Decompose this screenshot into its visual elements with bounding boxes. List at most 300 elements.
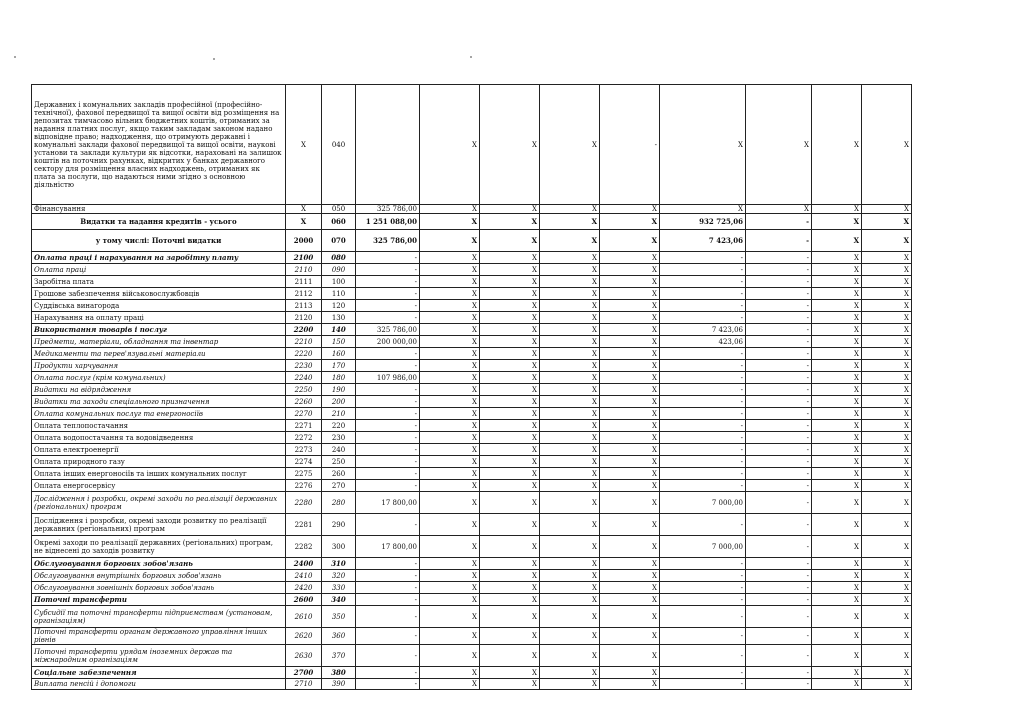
value-cell: -: [356, 468, 420, 480]
value-cell: X: [540, 514, 600, 536]
row-label: Нарахування на оплату праці: [32, 312, 286, 324]
value-cell: X: [862, 432, 912, 444]
value-cell: X: [862, 252, 912, 264]
value-cell: X: [812, 396, 862, 408]
value-cell: X: [812, 456, 862, 468]
value-cell: -: [660, 252, 746, 264]
value-cell: X: [862, 205, 912, 214]
value-cell: -: [660, 396, 746, 408]
value-cell: -: [356, 444, 420, 456]
value-cell: X: [862, 360, 912, 372]
row-code: 380: [322, 667, 356, 679]
value-cell: X: [480, 264, 540, 276]
value-cell: -: [356, 679, 420, 690]
value-cell: X: [600, 408, 660, 420]
value-cell: -: [356, 480, 420, 492]
value-cell: X: [812, 264, 862, 276]
value-cell: -: [660, 348, 746, 360]
value-cell: X: [480, 456, 540, 468]
kekv-code: 2271: [286, 420, 322, 432]
value-cell: X: [600, 336, 660, 348]
value-cell: -: [746, 582, 812, 594]
value-cell: -: [660, 558, 746, 570]
table-row: [32, 444, 912, 456]
row-code: 240: [322, 444, 356, 456]
value-cell: X: [812, 420, 862, 432]
value-cell: X: [812, 300, 862, 312]
value-cell: 200 000,00: [356, 336, 420, 348]
value-cell: X: [862, 492, 912, 514]
kekv-code: 2000: [286, 230, 322, 252]
row-code: 150: [322, 336, 356, 348]
value-cell: X: [862, 645, 912, 667]
value-cell: X: [480, 205, 540, 214]
value-cell: X: [420, 514, 480, 536]
table-row: [32, 360, 912, 372]
value-cell: X: [862, 420, 912, 432]
value-cell: X: [600, 312, 660, 324]
table-row: [32, 582, 912, 594]
value-cell: X: [812, 444, 862, 456]
kekv-code: 2281: [286, 514, 322, 536]
value-cell: X: [540, 606, 600, 628]
value-cell: X: [540, 594, 600, 606]
table-row: [32, 645, 912, 667]
value-cell: -: [746, 348, 812, 360]
value-cell: X: [812, 372, 862, 384]
row-code: 290: [322, 514, 356, 536]
table-row: [32, 276, 912, 288]
table-row: [32, 372, 912, 384]
value-cell: -: [746, 432, 812, 444]
row-code: 160: [322, 348, 356, 360]
row-label: Предмети, матеріали, обладнання та інвентар: [32, 336, 286, 348]
row-label: Використання товарів і послуг: [32, 324, 286, 336]
value-cell: X: [480, 645, 540, 667]
row-code: 060: [322, 214, 356, 230]
kekv-code: 2700: [286, 667, 322, 679]
value-cell: X: [420, 420, 480, 432]
row-label: Обслуговування зовнішніх боргових зобов'язань: [32, 582, 286, 594]
row-label: Соціальне забезпечення: [32, 667, 286, 679]
value-cell: X: [540, 396, 600, 408]
value-cell: X: [420, 264, 480, 276]
kekv-code: 2200: [286, 324, 322, 336]
row-label: Обслуговування внутрішніх боргових зобов'язань: [32, 570, 286, 582]
value-cell: X: [600, 492, 660, 514]
value-cell: X: [540, 372, 600, 384]
value-cell: X: [812, 667, 862, 679]
value-cell: -: [660, 594, 746, 606]
value-cell: -: [746, 420, 812, 432]
value-cell: -: [746, 384, 812, 396]
value-cell: X: [812, 360, 862, 372]
value-cell: X: [480, 606, 540, 628]
value-cell: X: [862, 408, 912, 420]
value-cell: X: [540, 288, 600, 300]
value-cell: -: [746, 336, 812, 348]
value-cell: 17 800,00: [356, 492, 420, 514]
value-cell: X: [862, 606, 912, 628]
value-cell: X: [480, 432, 540, 444]
value-cell: -: [746, 679, 812, 690]
row-label: Фінансування: [32, 205, 286, 214]
value-cell: 17 800,00: [356, 536, 420, 558]
value-cell: X: [420, 536, 480, 558]
value-cell: X: [420, 360, 480, 372]
value-cell: -: [660, 360, 746, 372]
budget-expenditure-sheet: [31, 84, 911, 709]
value-cell: X: [862, 480, 912, 492]
row-label: Оплата інших енергоносіїв та інших комунальних послуг: [32, 468, 286, 480]
value-cell: X: [480, 252, 540, 264]
row-label: Видатки та надання кредитів - усього: [32, 214, 286, 230]
value-cell: X: [862, 396, 912, 408]
value-cell: X: [812, 514, 862, 536]
value-cell: X: [540, 85, 600, 205]
value-cell: X: [540, 645, 600, 667]
value-cell: X: [480, 230, 540, 252]
value-cell: X: [862, 444, 912, 456]
table-row: [32, 679, 912, 690]
value-cell: X: [480, 348, 540, 360]
value-cell: X: [420, 348, 480, 360]
value-cell: -: [660, 384, 746, 396]
value-cell: X: [862, 288, 912, 300]
table-row: [32, 85, 912, 205]
value-cell: -: [356, 558, 420, 570]
row-code: 100: [322, 276, 356, 288]
kekv-code: 2260: [286, 396, 322, 408]
value-cell: -: [660, 645, 746, 667]
row-label: Обслуговування боргових зобов'язань: [32, 558, 286, 570]
table-row: [32, 536, 912, 558]
value-cell: -: [746, 408, 812, 420]
value-cell: X: [480, 214, 540, 230]
value-cell: -: [746, 570, 812, 582]
value-cell: -: [660, 408, 746, 420]
value-cell: X: [600, 205, 660, 214]
kekv-code: 2620: [286, 628, 322, 645]
value-cell: X: [600, 480, 660, 492]
value-cell: X: [812, 312, 862, 324]
value-cell: X: [540, 408, 600, 420]
value-cell: X: [540, 205, 600, 214]
value-cell: X: [480, 628, 540, 645]
kekv-code: 2420: [286, 582, 322, 594]
value-cell: X: [862, 348, 912, 360]
row-code: 270: [322, 480, 356, 492]
value-cell: -: [746, 214, 812, 230]
value-cell: X: [480, 536, 540, 558]
value-cell: [356, 85, 420, 205]
row-label: Оплата праці: [32, 264, 286, 276]
table-row: [32, 468, 912, 480]
value-cell: X: [420, 558, 480, 570]
value-cell: X: [540, 252, 600, 264]
value-cell: -: [356, 456, 420, 468]
value-cell: -: [356, 582, 420, 594]
value-cell: X: [480, 558, 540, 570]
kekv-code: 2220: [286, 348, 322, 360]
value-cell: X: [480, 396, 540, 408]
value-cell: -: [746, 468, 812, 480]
kekv-code: 2630: [286, 645, 322, 667]
value-cell: X: [812, 628, 862, 645]
value-cell: -: [356, 420, 420, 432]
value-cell: X: [812, 536, 862, 558]
value-cell: X: [862, 336, 912, 348]
value-cell: X: [812, 230, 862, 252]
value-cell: X: [540, 444, 600, 456]
table-row: [32, 492, 912, 514]
kekv-code: X: [286, 205, 322, 214]
expenditure-table: [31, 84, 912, 690]
value-cell: -: [356, 396, 420, 408]
table-row: [32, 570, 912, 582]
value-cell: X: [862, 230, 912, 252]
value-cell: X: [540, 570, 600, 582]
value-cell: -: [356, 264, 420, 276]
value-cell: -: [660, 667, 746, 679]
value-cell: X: [540, 300, 600, 312]
value-cell: X: [862, 324, 912, 336]
value-cell: X: [862, 582, 912, 594]
row-code: 080: [322, 252, 356, 264]
value-cell: X: [420, 300, 480, 312]
value-cell: X: [420, 372, 480, 384]
value-cell: -: [356, 667, 420, 679]
value-cell: X: [600, 606, 660, 628]
value-cell: X: [600, 324, 660, 336]
value-cell: X: [812, 432, 862, 444]
row-label: Заробітна плата: [32, 276, 286, 288]
value-cell: -: [660, 276, 746, 288]
value-cell: X: [746, 205, 812, 214]
value-cell: X: [420, 468, 480, 480]
value-cell: -: [746, 230, 812, 252]
value-cell: X: [862, 372, 912, 384]
kekv-code: 2230: [286, 360, 322, 372]
row-label: Грошове забезпечення військовослужбовців: [32, 288, 286, 300]
value-cell: -: [660, 570, 746, 582]
value-cell: X: [480, 300, 540, 312]
row-label: Окремі заходи по реалізації державних (регіональних) програм, не віднесені до заходів розвитку: [32, 536, 286, 558]
value-cell: -: [746, 628, 812, 645]
row-label: Державних і комунальних закладів професійної (професійно-технічної), фахової передвищої та вищої освіти від розміщення на депозитах тимчасово вільних бюджетних коштів, отриманих за надання платних послуг, якщо таким закладам законом надано відповідне право; надходження, що отримують державні і комунальні заклади фахової передвищої та вищої освіти, наукові установи та заклади культури як відсотки, нараховані на залишок коштів на поточних рахунках, відкритих у банках державного сектору для розміщення власних надходжень, отриманих як плата за послуги, що надаються ними згідно з основною діяльністю: [32, 85, 286, 205]
value-cell: -: [356, 432, 420, 444]
value-cell: X: [600, 514, 660, 536]
value-cell: -: [660, 606, 746, 628]
value-cell: -: [660, 300, 746, 312]
table-row: [32, 420, 912, 432]
value-cell: X: [600, 264, 660, 276]
value-cell: X: [862, 679, 912, 690]
value-cell: X: [420, 288, 480, 300]
value-cell: X: [600, 468, 660, 480]
value-cell: 932 725,06: [660, 214, 746, 230]
value-cell: X: [600, 628, 660, 645]
value-cell: -: [660, 432, 746, 444]
value-cell: X: [420, 85, 480, 205]
value-cell: X: [480, 336, 540, 348]
value-cell: -: [746, 300, 812, 312]
value-cell: X: [812, 324, 862, 336]
value-cell: X: [480, 420, 540, 432]
value-cell: X: [862, 514, 912, 536]
row-code: 330: [322, 582, 356, 594]
value-cell: X: [540, 628, 600, 645]
table-row: [32, 288, 912, 300]
value-cell: 107 986,00: [356, 372, 420, 384]
value-cell: X: [862, 628, 912, 645]
value-cell: -: [356, 348, 420, 360]
value-cell: X: [600, 558, 660, 570]
value-cell: X: [812, 384, 862, 396]
value-cell: -: [356, 288, 420, 300]
value-cell: X: [600, 679, 660, 690]
row-label: Дослідження і розробки, окремі заходи по реалізації державних (регіональних) програм: [32, 492, 286, 514]
value-cell: X: [420, 205, 480, 214]
value-cell: X: [540, 324, 600, 336]
value-cell: -: [356, 514, 420, 536]
value-cell: X: [600, 667, 660, 679]
value-cell: X: [540, 536, 600, 558]
value-cell: X: [480, 570, 540, 582]
value-cell: X: [600, 360, 660, 372]
table-row: [32, 252, 912, 264]
value-cell: -: [356, 312, 420, 324]
row-label: Оплата електроенергії: [32, 444, 286, 456]
row-code: 040: [322, 85, 356, 205]
value-cell: -: [356, 645, 420, 667]
value-cell: X: [540, 214, 600, 230]
kekv-code: 2273: [286, 444, 322, 456]
row-label: Субсидії та поточні трансферти підприємствам (установам, організаціям): [32, 606, 286, 628]
value-cell: X: [540, 456, 600, 468]
value-cell: -: [356, 594, 420, 606]
value-cell: -: [356, 360, 420, 372]
value-cell: X: [540, 420, 600, 432]
value-cell: X: [862, 214, 912, 230]
row-code: 370: [322, 645, 356, 667]
row-label: Оплата водопостачання та водовідведення: [32, 432, 286, 444]
row-label: Поточні трансферти органам державного управління інших рівнів: [32, 628, 286, 645]
value-cell: X: [540, 468, 600, 480]
kekv-code: 2112: [286, 288, 322, 300]
value-cell: -: [746, 667, 812, 679]
kekv-code: 2274: [286, 456, 322, 468]
row-code: 220: [322, 420, 356, 432]
value-cell: X: [862, 570, 912, 582]
row-code: 190: [322, 384, 356, 396]
value-cell: X: [812, 606, 862, 628]
table-row: [32, 396, 912, 408]
value-cell: X: [420, 594, 480, 606]
value-cell: X: [812, 205, 862, 214]
value-cell: X: [600, 594, 660, 606]
kekv-code: 2110: [286, 264, 322, 276]
value-cell: X: [600, 372, 660, 384]
row-code: 120: [322, 300, 356, 312]
kekv-code: 2210: [286, 336, 322, 348]
value-cell: -: [660, 582, 746, 594]
value-cell: 325 786,00: [356, 205, 420, 214]
value-cell: X: [862, 456, 912, 468]
row-label: Оплата комунальних послуг та енергоносіїв: [32, 408, 286, 420]
value-cell: X: [600, 288, 660, 300]
table-row: [32, 264, 912, 276]
scan-speck: [213, 58, 215, 60]
value-cell: X: [420, 606, 480, 628]
value-cell: X: [420, 645, 480, 667]
row-code: 260: [322, 468, 356, 480]
value-cell: -: [600, 85, 660, 205]
value-cell: X: [480, 360, 540, 372]
table-row: [32, 384, 912, 396]
value-cell: X: [600, 300, 660, 312]
value-cell: X: [420, 396, 480, 408]
table-row: [32, 312, 912, 324]
value-cell: X: [480, 372, 540, 384]
row-code: 360: [322, 628, 356, 645]
value-cell: X: [540, 312, 600, 324]
row-code: 280: [322, 492, 356, 514]
value-cell: -: [660, 468, 746, 480]
row-label: Оплата природного газу: [32, 456, 286, 468]
value-cell: X: [540, 264, 600, 276]
value-cell: X: [600, 384, 660, 396]
value-cell: X: [600, 214, 660, 230]
row-label: Видатки на відрядження: [32, 384, 286, 396]
value-cell: -: [746, 456, 812, 468]
row-label: Дослідження і розробки, окремі заходи розвитку по реалізації державних (регіональних) програм: [32, 514, 286, 536]
value-cell: X: [862, 276, 912, 288]
row-code: 130: [322, 312, 356, 324]
table-row: [32, 205, 912, 214]
value-cell: X: [420, 667, 480, 679]
row-label: Оплата послуг (крім комунальних): [32, 372, 286, 384]
kekv-code: 2120: [286, 312, 322, 324]
table-row: [32, 456, 912, 468]
kekv-code: 2600: [286, 594, 322, 606]
value-cell: 325 786,00: [356, 230, 420, 252]
row-code: 210: [322, 408, 356, 420]
row-code: 250: [322, 456, 356, 468]
row-code: 350: [322, 606, 356, 628]
value-cell: X: [540, 667, 600, 679]
value-cell: -: [356, 384, 420, 396]
row-label: Поточні трансферти урядам іноземних держав та міжнародним організаціям: [32, 645, 286, 667]
value-cell: X: [862, 468, 912, 480]
value-cell: -: [356, 570, 420, 582]
value-cell: X: [480, 324, 540, 336]
value-cell: 7 423,06: [660, 230, 746, 252]
row-code: 230: [322, 432, 356, 444]
row-label: Суддівська винагорода: [32, 300, 286, 312]
value-cell: -: [660, 456, 746, 468]
value-cell: X: [746, 85, 812, 205]
value-cell: X: [862, 667, 912, 679]
value-cell: X: [420, 408, 480, 420]
table-row: [32, 214, 912, 230]
kekv-code: 2275: [286, 468, 322, 480]
value-cell: X: [480, 85, 540, 205]
kekv-code: 2282: [286, 536, 322, 558]
value-cell: X: [420, 480, 480, 492]
kekv-code: 2610: [286, 606, 322, 628]
value-cell: X: [812, 468, 862, 480]
